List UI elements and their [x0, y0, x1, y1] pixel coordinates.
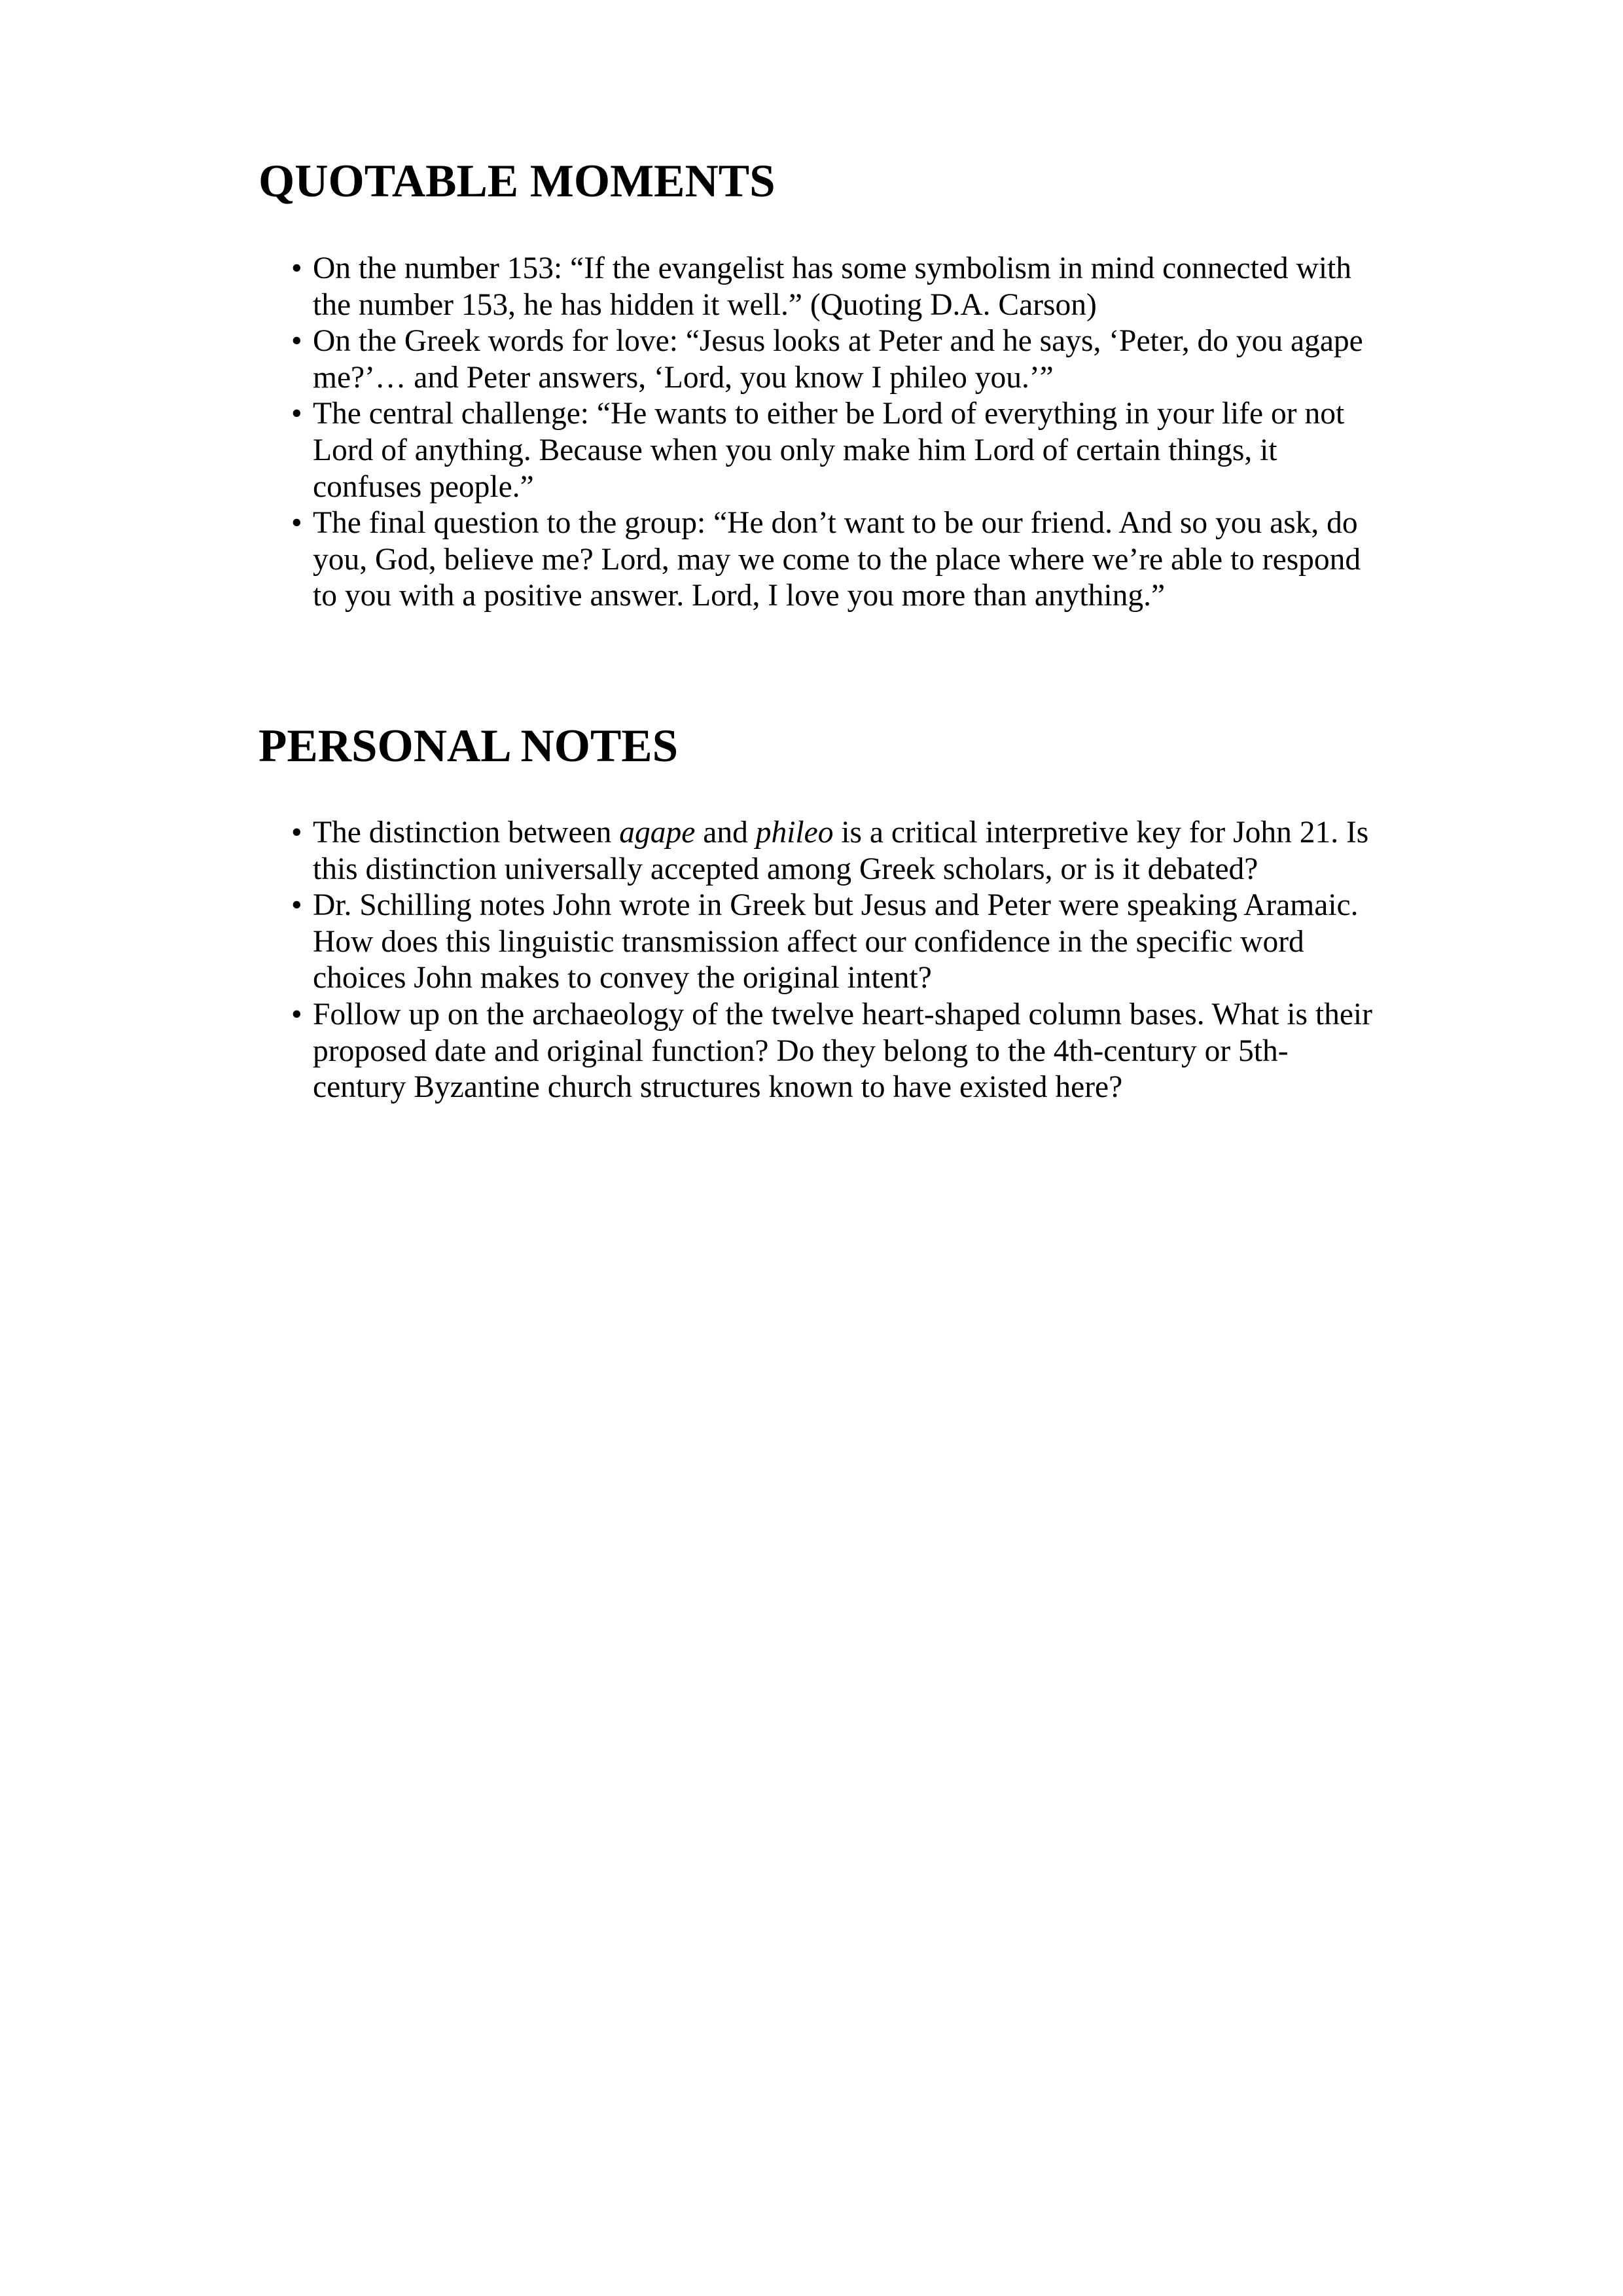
bullet-icon: • — [291, 397, 302, 431]
quotable-moments-heading: QUOTABLE MOMENTS — [259, 156, 776, 207]
list-item — [291, 505, 1378, 615]
personal-notes-list — [291, 815, 1378, 1106]
italic-term-agape: agape — [619, 816, 696, 850]
italic-term-phileo: phileo — [755, 816, 834, 850]
list-item — [291, 251, 1378, 323]
list-item-text — [313, 816, 1368, 886]
list-item-text: Follow up on the archaeology of the twelve heart-shaped column bases. What is their proposed date and original function? Do they belong to the 4th-century or 5th-century Byzantine church structures known to have existed here? — [313, 997, 1372, 1105]
bullet-icon: • — [291, 997, 302, 1031]
list-item-text: On the number 153: “If the evangelist has some symbolism in mind connected with the number 153, he has hidden it well.” (Quoting D.A. Carson) — [313, 251, 1351, 322]
bullet-icon: • — [291, 816, 302, 850]
list-item — [291, 997, 1378, 1106]
personal-notes-heading: PERSONAL NOTES — [259, 721, 679, 772]
list-item — [291, 396, 1378, 505]
bullet-icon: • — [291, 888, 302, 923]
quotable-moments-list — [291, 251, 1378, 615]
list-item-text: Dr. Schilling notes John wrote in Greek but Jesus and Peter were speaking Aramaic. How does this linguistic transmission affect our confidence in the specific word choices John makes to convey the original intent? — [313, 888, 1359, 996]
text-segment: The distinction between — [313, 816, 620, 850]
list-item — [291, 888, 1378, 997]
bullet-icon: • — [291, 324, 302, 359]
list-item-text: The central challenge: “He wants to either be Lord of everything in your life or not Lord of anything. Because when you only make him Lord of certain things, it confuses people.” — [313, 397, 1345, 504]
list-item — [291, 323, 1378, 396]
text-segment: and — [695, 816, 756, 850]
list-item — [291, 815, 1378, 888]
list-item-text: The final question to the group: “He don’t want to be our friend. And so you ask, do you, God, believe me? Lord, may we come to the place where we’re able to respond to you with a positive answer. Lord, I love you more than anything.” — [313, 506, 1361, 613]
bullet-icon: • — [291, 251, 302, 285]
text-segment: is a critical interpretive key for John 21. Is this distinction universally accepted among Greek scholars, or is it debated? — [313, 816, 1369, 886]
list-item-text: On the Greek words for love: “Jesus looks at Peter and he says, ‘Peter, do you agape me?’… and Peter answers, ‘Lord, you know I phileo you.’” — [313, 324, 1363, 395]
bullet-icon: • — [291, 506, 302, 541]
